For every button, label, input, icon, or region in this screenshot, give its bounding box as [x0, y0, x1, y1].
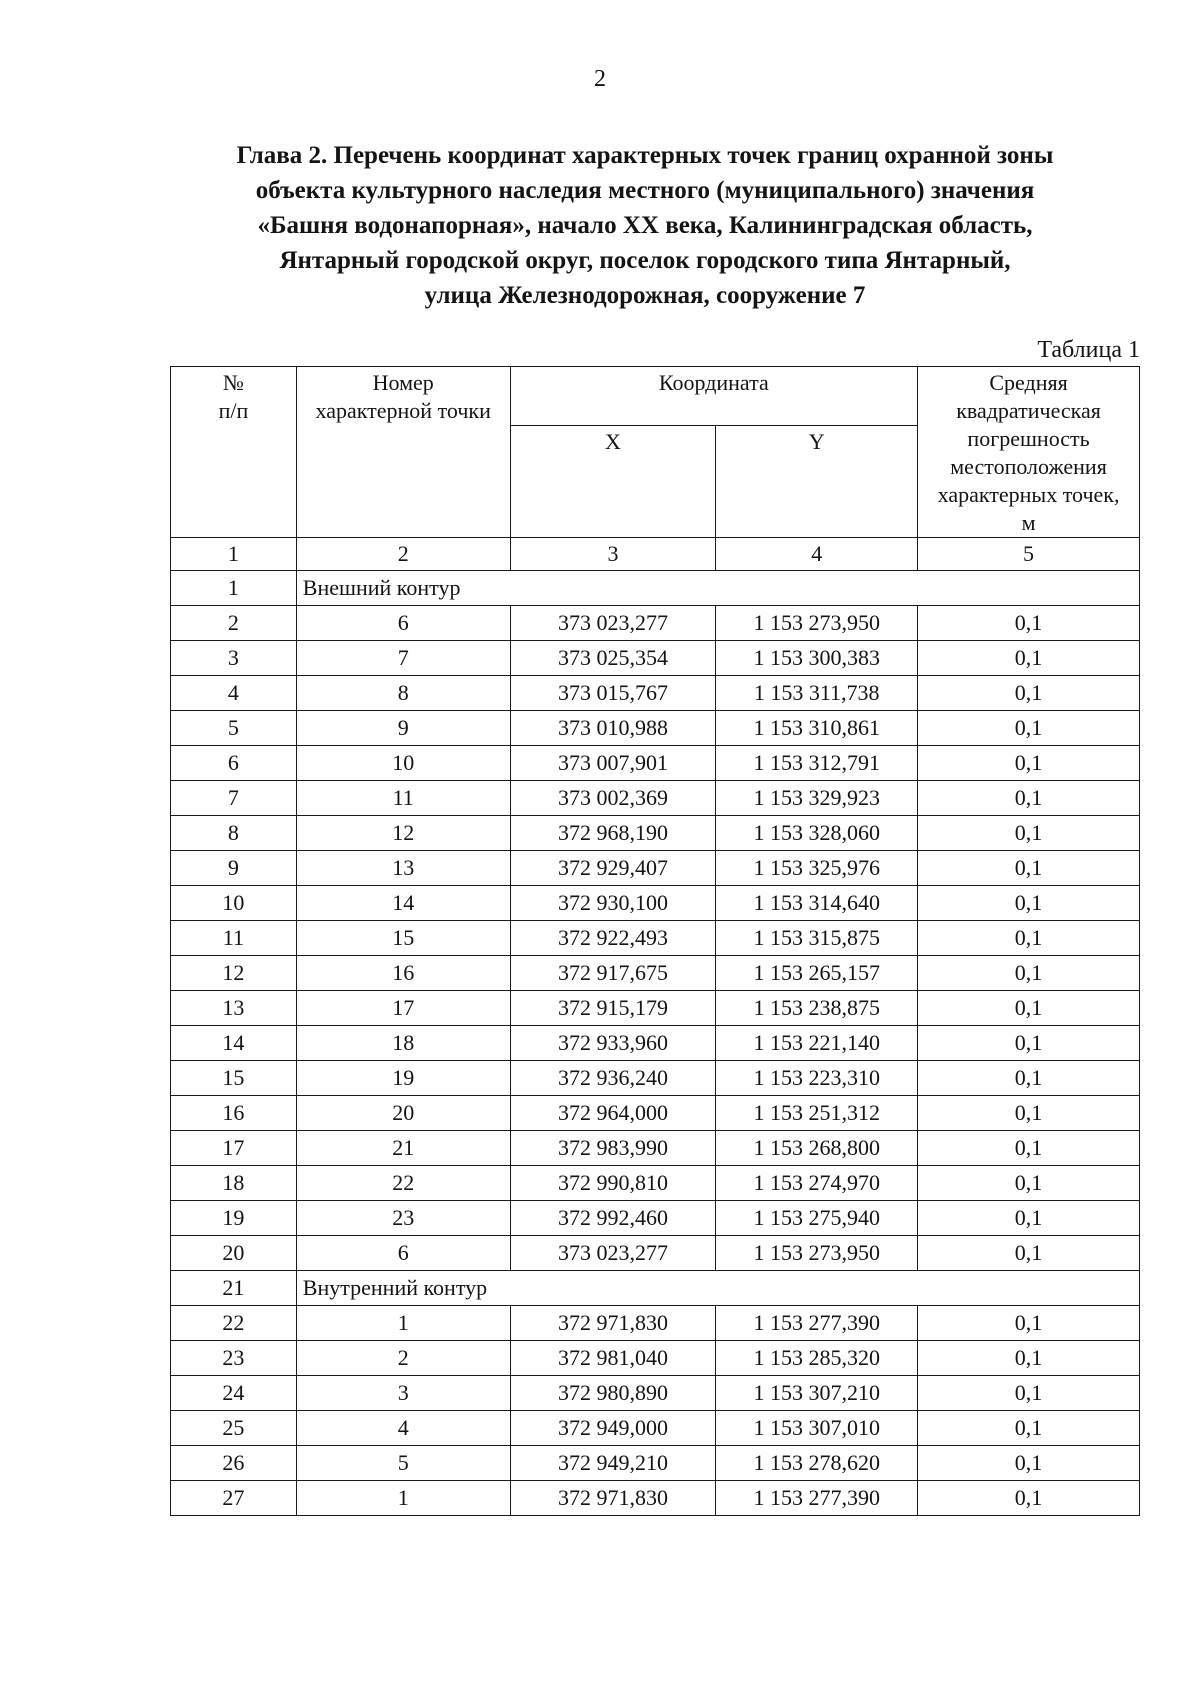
table-row — [171, 1061, 1140, 1096]
page-number: 2 — [594, 66, 606, 92]
error-value: 0,1 — [918, 1411, 1140, 1446]
table-row — [171, 1201, 1140, 1236]
table-header-row — [171, 367, 1140, 426]
table-row — [171, 711, 1140, 746]
row-number: 12 — [171, 956, 297, 991]
coord-y: 1 153 300,383 — [716, 641, 918, 676]
error-value: 0,1 — [918, 1026, 1140, 1061]
error-value: 0,1 — [918, 1166, 1140, 1201]
section-label: Внутренний контур — [296, 1271, 1139, 1306]
error-value: 0,1 — [918, 886, 1140, 921]
point-number: 21 — [296, 1131, 510, 1166]
error-value: 0,1 — [918, 816, 1140, 851]
header-num — [171, 367, 297, 538]
coord-x: 372 971,830 — [510, 1306, 716, 1341]
column-number-row — [171, 538, 1140, 571]
coord-y: 1 153 251,312 — [716, 1096, 918, 1131]
point-number: 18 — [296, 1026, 510, 1061]
coord-y: 1 153 268,800 — [716, 1131, 918, 1166]
point-number: 14 — [296, 886, 510, 921]
error-value: 0,1 — [918, 1306, 1140, 1341]
coord-y: 1 153 277,390 — [716, 1306, 918, 1341]
error-value: 0,1 — [918, 956, 1140, 991]
point-number: 17 — [296, 991, 510, 1026]
row-number: 27 — [171, 1481, 297, 1516]
row-number: 7 — [171, 781, 297, 816]
coord-y: 1 153 329,923 — [716, 781, 918, 816]
point-number: 8 — [296, 676, 510, 711]
header-error-line: Средняя — [989, 370, 1068, 395]
header-point-line: характерной точки — [315, 398, 491, 423]
coord-x: 372 971,830 — [510, 1481, 716, 1516]
error-value: 0,1 — [918, 1096, 1140, 1131]
error-value: 0,1 — [918, 1446, 1140, 1481]
row-number: 19 — [171, 1201, 297, 1236]
row-number: 5 — [171, 711, 297, 746]
header-error — [918, 367, 1140, 538]
header-num-line: п/п — [218, 398, 249, 423]
coord-y: 1 153 221,140 — [716, 1026, 918, 1061]
error-value: 0,1 — [918, 1201, 1140, 1236]
coord-x: 373 015,767 — [510, 676, 716, 711]
row-number: 11 — [171, 921, 297, 956]
point-number: 7 — [296, 641, 510, 676]
error-value: 0,1 — [918, 711, 1140, 746]
coord-y: 1 153 285,320 — [716, 1341, 918, 1376]
error-value: 0,1 — [918, 1481, 1140, 1516]
coord-y: 1 153 328,060 — [716, 816, 918, 851]
table-row — [171, 641, 1140, 676]
error-value: 0,1 — [918, 676, 1140, 711]
coord-y: 1 153 265,157 — [716, 956, 918, 991]
row-number: 23 — [171, 1341, 297, 1376]
table-row — [171, 1446, 1140, 1481]
coord-x: 373 010,988 — [510, 711, 716, 746]
point-number: 11 — [296, 781, 510, 816]
header-x: X — [510, 425, 716, 537]
point-number: 3 — [296, 1376, 510, 1411]
point-number: 1 — [296, 1481, 510, 1516]
row-number: 17 — [171, 1131, 297, 1166]
table-row — [171, 746, 1140, 781]
heading-line: Янтарный городской округ, поселок городского типа Янтарный, — [279, 247, 1011, 274]
coord-x: 372 992,460 — [510, 1201, 716, 1236]
error-value: 0,1 — [918, 991, 1140, 1026]
chapter-heading — [150, 138, 1140, 313]
header-y: Y — [716, 425, 918, 537]
row-number: 14 — [171, 1026, 297, 1061]
row-number: 26 — [171, 1446, 297, 1481]
coord-y: 1 153 273,950 — [716, 606, 918, 641]
coord-x: 372 922,493 — [510, 921, 716, 956]
error-value: 0,1 — [918, 781, 1140, 816]
coord-x: 372 964,000 — [510, 1096, 716, 1131]
point-number: 6 — [296, 606, 510, 641]
coord-y: 1 153 223,310 — [716, 1061, 918, 1096]
coord-x: 372 929,407 — [510, 851, 716, 886]
coord-x: 372 915,179 — [510, 991, 716, 1026]
row-number: 25 — [171, 1411, 297, 1446]
coord-x: 372 936,240 — [510, 1061, 716, 1096]
coord-y: 1 153 307,010 — [716, 1411, 918, 1446]
point-number: 6 — [296, 1236, 510, 1271]
table-row — [171, 781, 1140, 816]
column-number: 2 — [296, 538, 510, 571]
error-value: 0,1 — [918, 851, 1140, 886]
point-number: 13 — [296, 851, 510, 886]
row-number: 20 — [171, 1236, 297, 1271]
header-error-line: квадратическая — [956, 398, 1101, 423]
table-row — [171, 886, 1140, 921]
heading-line: улица Железнодорожная, сооружение 7 — [424, 282, 866, 309]
coord-y: 1 153 312,791 — [716, 746, 918, 781]
error-value: 0,1 — [918, 921, 1140, 956]
header-point — [296, 367, 510, 538]
table-row — [171, 606, 1140, 641]
error-value: 0,1 — [918, 1061, 1140, 1096]
heading-line: «Башня водонапорная», начало XX века, Калининградская область, — [257, 212, 1033, 239]
table-row — [171, 1166, 1140, 1201]
coord-x: 372 983,990 — [510, 1131, 716, 1166]
point-number: 10 — [296, 746, 510, 781]
point-number: 23 — [296, 1201, 510, 1236]
section-row — [171, 1271, 1140, 1306]
header-error-line: характерных точек, — [937, 482, 1120, 507]
coord-y: 1 153 277,390 — [716, 1481, 918, 1516]
coord-x: 373 007,901 — [510, 746, 716, 781]
heading-line: объекта культурного наследия местного (муниципального) значения — [255, 177, 1035, 204]
header-error-line: местоположения — [950, 454, 1107, 479]
coord-x: 372 917,675 — [510, 956, 716, 991]
coord-y: 1 153 310,861 — [716, 711, 918, 746]
coord-y: 1 153 311,738 — [716, 676, 918, 711]
coord-x: 372 981,040 — [510, 1341, 716, 1376]
row-number: 3 — [171, 641, 297, 676]
table-row — [171, 1096, 1140, 1131]
table-row — [171, 1376, 1140, 1411]
table-row — [171, 991, 1140, 1026]
coord-x: 373 025,354 — [510, 641, 716, 676]
table-row — [171, 1306, 1140, 1341]
error-value: 0,1 — [918, 746, 1140, 781]
table-row — [171, 1236, 1140, 1271]
row-number: 15 — [171, 1061, 297, 1096]
coord-x: 373 023,277 — [510, 1236, 716, 1271]
header-num-line: № — [222, 370, 244, 395]
section-row — [171, 571, 1140, 606]
row-number: 1 — [171, 571, 297, 606]
column-number: 3 — [510, 538, 716, 571]
row-number: 22 — [171, 1306, 297, 1341]
error-value: 0,1 — [918, 1236, 1140, 1271]
row-number: 2 — [171, 606, 297, 641]
row-number: 16 — [171, 1096, 297, 1131]
point-number: 20 — [296, 1096, 510, 1131]
coord-y: 1 153 278,620 — [716, 1446, 918, 1481]
coord-x: 372 949,210 — [510, 1446, 716, 1481]
table-row — [171, 1341, 1140, 1376]
column-number: 5 — [918, 538, 1140, 571]
coord-x: 372 930,100 — [510, 886, 716, 921]
coord-x: 372 949,000 — [510, 1411, 716, 1446]
section-label: Внешний контур — [296, 571, 1139, 606]
coord-x: 373 002,369 — [510, 781, 716, 816]
point-number: 9 — [296, 711, 510, 746]
table-row — [171, 1026, 1140, 1061]
coord-x: 373 023,277 — [510, 606, 716, 641]
error-value: 0,1 — [918, 641, 1140, 676]
header-error-line: м — [1021, 510, 1036, 535]
row-number: 4 — [171, 676, 297, 711]
point-number: 1 — [296, 1306, 510, 1341]
point-number: 2 — [296, 1341, 510, 1376]
row-number: 8 — [171, 816, 297, 851]
coord-y: 1 153 325,976 — [716, 851, 918, 886]
table-row — [171, 956, 1140, 991]
column-number: 4 — [716, 538, 918, 571]
table-row — [171, 1481, 1140, 1516]
header-coordinate: Координата — [510, 367, 917, 426]
heading-line: Глава 2. Перечень координат характерных точек границ охранной зоны — [236, 142, 1054, 169]
error-value: 0,1 — [918, 1376, 1140, 1411]
error-value: 0,1 — [918, 1131, 1140, 1166]
error-value: 0,1 — [918, 606, 1140, 641]
row-number: 9 — [171, 851, 297, 886]
row-number: 6 — [171, 746, 297, 781]
point-number: 12 — [296, 816, 510, 851]
error-value: 0,1 — [918, 1341, 1140, 1376]
point-number: 22 — [296, 1166, 510, 1201]
coord-y: 1 153 275,940 — [716, 1201, 918, 1236]
row-number: 13 — [171, 991, 297, 1026]
point-number: 19 — [296, 1061, 510, 1096]
coord-y: 1 153 273,950 — [716, 1236, 918, 1271]
table-row — [171, 851, 1140, 886]
table-row — [171, 1131, 1140, 1166]
row-number: 18 — [171, 1166, 297, 1201]
coord-y: 1 153 315,875 — [716, 921, 918, 956]
coord-y: 1 153 307,210 — [716, 1376, 918, 1411]
table-row — [171, 816, 1140, 851]
coord-x: 372 933,960 — [510, 1026, 716, 1061]
coord-y: 1 153 238,875 — [716, 991, 918, 1026]
coord-x: 372 990,810 — [510, 1166, 716, 1201]
point-number: 5 — [296, 1446, 510, 1481]
table-caption: Таблица 1 — [1037, 337, 1140, 363]
point-number: 16 — [296, 956, 510, 991]
row-number: 21 — [171, 1271, 297, 1306]
coord-x: 372 968,190 — [510, 816, 716, 851]
row-number: 10 — [171, 886, 297, 921]
column-number: 1 — [171, 538, 297, 571]
row-number: 24 — [171, 1376, 297, 1411]
header-point-line: Номер — [372, 370, 434, 395]
coord-y: 1 153 274,970 — [716, 1166, 918, 1201]
point-number: 4 — [296, 1411, 510, 1446]
table-row — [171, 1411, 1140, 1446]
table-row — [171, 676, 1140, 711]
coordinates-table — [170, 366, 1140, 1516]
coord-y: 1 153 314,640 — [716, 886, 918, 921]
header-error-line: погрешность — [967, 426, 1090, 451]
point-number: 15 — [296, 921, 510, 956]
table-row — [171, 921, 1140, 956]
coord-x: 372 980,890 — [510, 1376, 716, 1411]
